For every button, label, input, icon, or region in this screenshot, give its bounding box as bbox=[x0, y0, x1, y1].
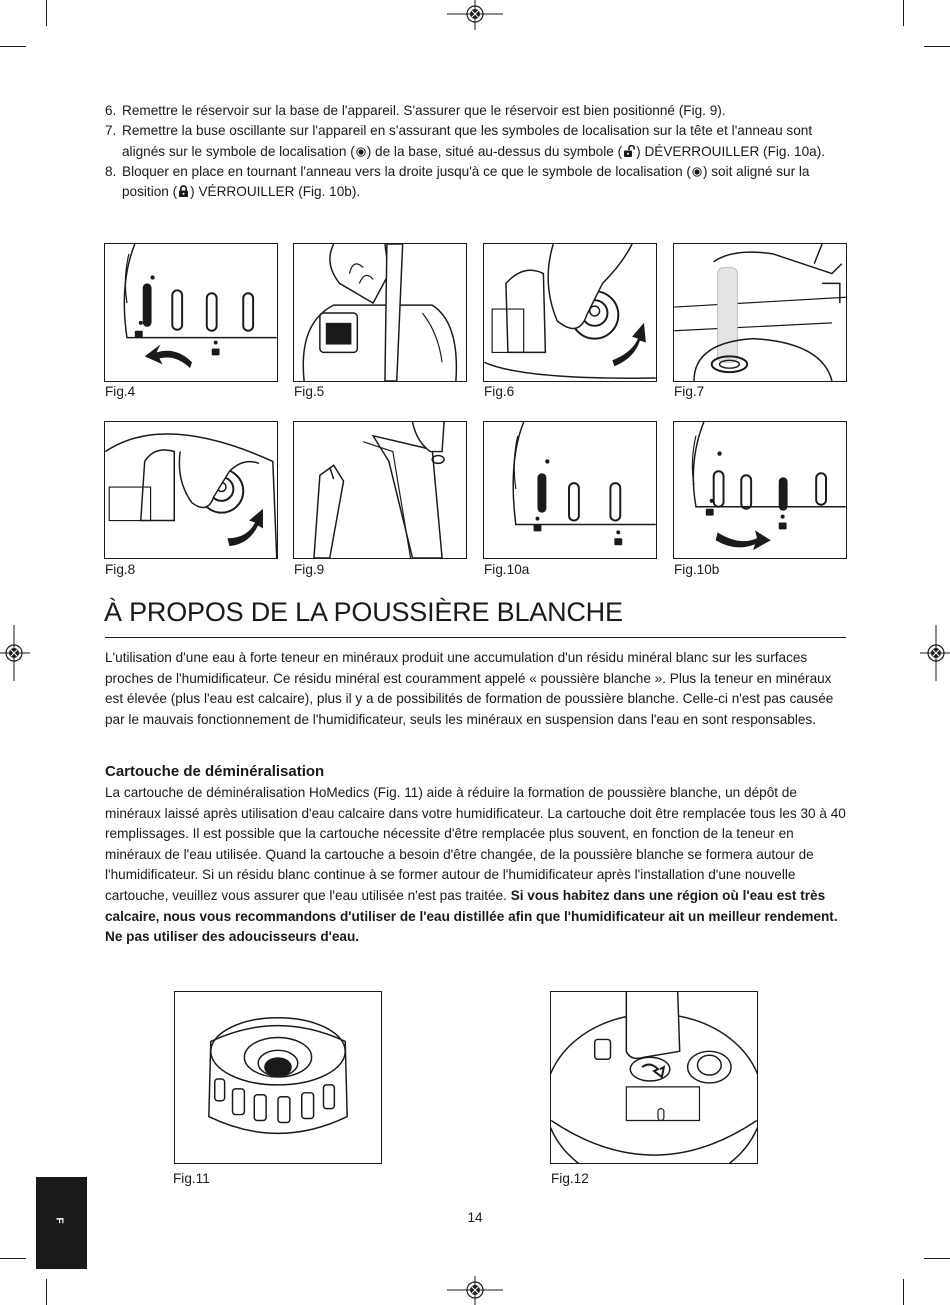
step-text bbox=[122, 162, 847, 203]
step-8 bbox=[105, 162, 847, 203]
crop-mark bbox=[0, 46, 26, 47]
section-divider bbox=[105, 637, 846, 638]
lock-icon bbox=[178, 185, 189, 198]
figure-caption: Fig.8 bbox=[105, 562, 136, 577]
step-6 bbox=[105, 101, 847, 121]
figure-9-image bbox=[293, 421, 467, 559]
crop-mark bbox=[924, 1258, 950, 1259]
language-tab-label: F bbox=[53, 1217, 65, 1224]
figure-caption: Fig.7 bbox=[674, 384, 705, 399]
step-number: 8. bbox=[105, 163, 117, 179]
step-text-part: Bloquer en place en tournant l'anneau vers la droite jusqu'à ce que le symbole de localisation ( bbox=[122, 163, 691, 179]
figure-8-image bbox=[104, 421, 278, 559]
registration-mark-icon bbox=[447, 1276, 503, 1305]
step-7 bbox=[105, 121, 847, 162]
step-number: 6. bbox=[105, 103, 117, 118]
cartridge-warning: Si vous habitez dans une région où l'eau est très calcaire, nous vous recommandons d'utiliser de l'eau distillée afin que l'humidificateur ait un meilleur rendement. Ne pas utiliser des adoucisseurs d'eau. bbox=[105, 887, 838, 945]
crop-mark bbox=[46, 1279, 47, 1305]
crop-mark bbox=[0, 1258, 26, 1259]
figure-caption: Fig.4 bbox=[105, 384, 136, 399]
figure-12-image bbox=[550, 991, 758, 1164]
registration-mark-icon bbox=[920, 625, 950, 681]
crop-mark bbox=[903, 0, 904, 26]
crop-mark bbox=[46, 0, 47, 26]
figure-10b-image bbox=[673, 421, 847, 559]
figure-caption: Fig.12 bbox=[551, 1171, 589, 1186]
section-title: À PROPOS DE LA POUSSIÈRE BLANCHE bbox=[104, 597, 623, 627]
location-dot-icon bbox=[692, 166, 702, 178]
step-text-part: Remettre la buse oscillante sur l'appareil en s'assurant que les symboles de localisation sur la tête et l'anneau sont alignés sur le symbole de localisation ( bbox=[122, 123, 813, 159]
location-dot-icon bbox=[356, 146, 366, 158]
figure-5-image bbox=[293, 243, 467, 382]
instruction-steps bbox=[105, 101, 847, 202]
intro-paragraph: L'utilisation d'une eau à forte teneur en minéraux produit une accumulation d'un résidu minéral blanc sur les surfaces proches de l'humidificateur. Ce résidu minéral est couramment appelé « poussière blanche ». Plus la teneur en minéraux est élevée (plus l'eau est calcaire), plus il y a de possibilités de formation de poussière blanche. Celle-ci n'est pas causée par le mauvais fonctionnement de l'humidificateur, seuls les minéraux en suspension dans l'eau en sont responsables. bbox=[105, 650, 834, 727]
step-text-part: ) soit aligné sur la position ( bbox=[122, 163, 810, 200]
step-text-part: ) DÉVERROUILLER (Fig. 10a). bbox=[636, 143, 825, 159]
step-text-part: ) de la base, situé au-dessus du symbole ( bbox=[366, 143, 623, 159]
figure-caption: Fig.11 bbox=[173, 1171, 210, 1186]
crop-mark bbox=[924, 46, 950, 47]
figure-6-image bbox=[483, 243, 657, 382]
figure-caption: Fig.10b bbox=[674, 562, 720, 577]
page-number: 14 bbox=[467, 1210, 483, 1225]
crop-mark bbox=[903, 1279, 904, 1305]
cartridge-paragraph bbox=[105, 783, 847, 948]
step-text-part: ) VÉRROUILLER (Fig. 10b). bbox=[190, 184, 361, 200]
figure-caption: Fig.6 bbox=[484, 384, 515, 399]
step-text: Remettre le réservoir sur la base de l'appareil. S'assurer que le réservoir est bien positionné (Fig. 9). bbox=[122, 103, 726, 118]
cartridge-text: La cartouche de déminéralisation HoMedics (Fig. 11) aide à réduire la formation de poussière blanche, un dépôt de minéraux laissé après utilisation d'eau calcaire dans votre humidificateur. La cartouche doit être remplacée tous les 30 à 40 remplissages. Il est possible que la cartouche nécessite d'être remplacée plus souvent, en fonction de la teneur en minéraux de l'eau utilisée. Quand la cartouche a besoin d'être changée, de la poussière blanche se formera autour de l'humidificateur. Si un résidu blanc continue à se former autour de l'humidificateur après l'installation d'une nouvelle cartouche, veuillez vous assurer que l'eau utilisée n'est pas traitée. bbox=[105, 785, 846, 903]
figure-11-image bbox=[174, 991, 382, 1164]
figure-4-image bbox=[104, 243, 278, 382]
step-text bbox=[122, 121, 847, 162]
figure-caption: Fig.10a bbox=[484, 562, 530, 577]
registration-mark-icon bbox=[447, 0, 503, 30]
figure-7-image bbox=[673, 243, 847, 382]
figure-caption: Fig.9 bbox=[294, 562, 325, 577]
figure-10a-image bbox=[483, 421, 657, 559]
figure-caption: Fig.5 bbox=[294, 384, 325, 399]
language-tab bbox=[36, 1177, 87, 1269]
step-number: 7. bbox=[105, 123, 117, 139]
subsection-title: Cartouche de déminéralisation bbox=[105, 763, 325, 780]
unlock-icon bbox=[623, 145, 635, 158]
registration-mark-icon bbox=[0, 625, 30, 681]
